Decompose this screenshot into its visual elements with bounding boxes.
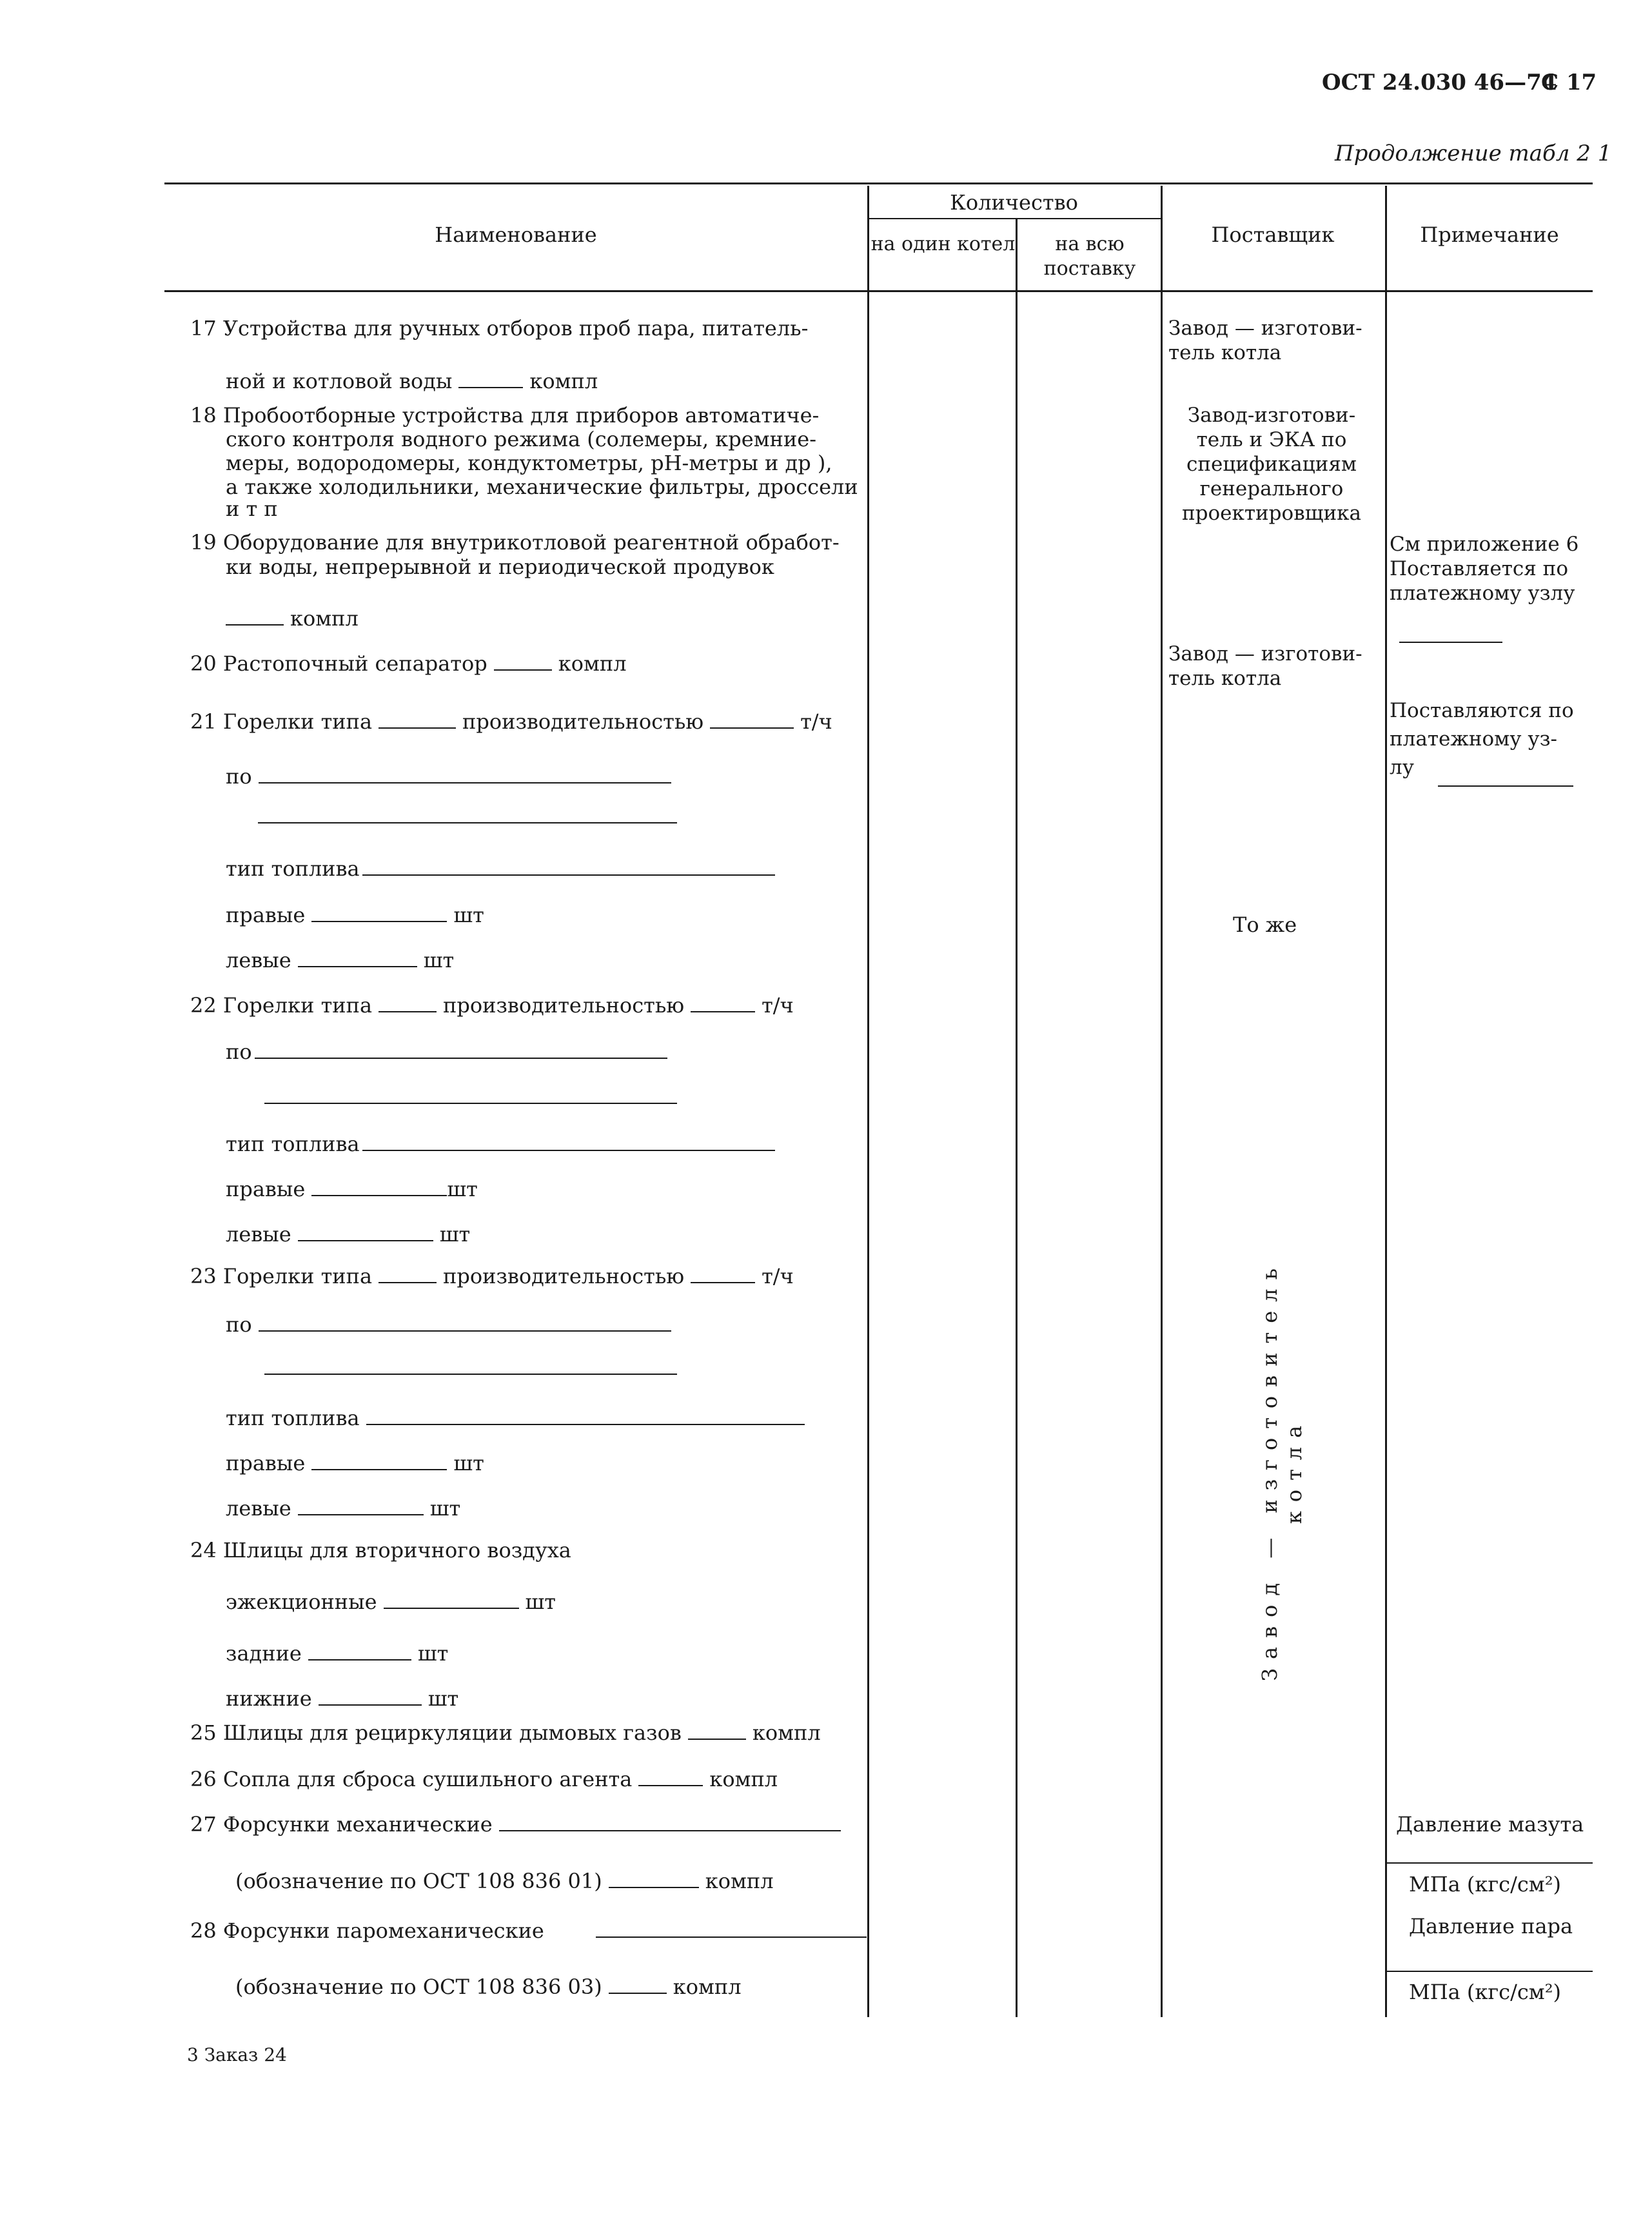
- note-27-rule: [1385, 1862, 1593, 1864]
- col-note-header: Примечание: [1420, 222, 1559, 247]
- row-18-line3: меры, водородомеры, кондуктометры, рН-метры и др ),: [226, 451, 832, 475]
- row-19-line3: компл: [226, 606, 359, 631]
- note-28-a: Давление пара: [1409, 1914, 1573, 1938]
- row-21-left: левые шт: [226, 948, 455, 972]
- col-name-header: Наименование: [435, 222, 597, 247]
- row-17-line1: 17 Устройства для ручных отборов проб пара, питатель-: [190, 316, 809, 340]
- row-27-designation: (обозначение по ОСТ 108 836 01) компл: [235, 1869, 774, 1893]
- row-22: 22 Горелки типа производительностью т/ч: [190, 993, 794, 1018]
- note-27-a: Давление мазута: [1396, 1812, 1584, 1837]
- row-23-fuel: тип топлива: [226, 1406, 811, 1430]
- row-17-line2: ной и котловой воды компл: [226, 369, 598, 393]
- row-23-right: правые шт: [226, 1451, 484, 1475]
- row-21-right: правые шт: [226, 903, 484, 927]
- supplier-vertical: Завод — изготовитель котла: [1257, 1259, 1306, 1681]
- supplier-20: Завод — изготови- тель котла: [1168, 642, 1362, 690]
- row-23: 23 Горелки типа производительностью т/ч: [190, 1264, 794, 1288]
- row-22-right: правые шт: [226, 1177, 478, 1201]
- row-26: 26 Сопла для сброса сушильного агента компл: [190, 1767, 778, 1791]
- footer-order: 3 Заказ 24: [187, 2044, 287, 2065]
- row-18-line5: и т п: [226, 497, 278, 521]
- row-22-left: левые шт: [226, 1222, 471, 1247]
- note-27-b: МПа (кгс/см²): [1409, 1872, 1561, 1897]
- row-21: 21 Горелки типа производительностью т/ч: [190, 709, 832, 734]
- row-23-blank-line: [264, 1374, 677, 1375]
- note-19: См приложение 6 Поставляется по платежному узлу: [1390, 533, 1579, 605]
- col-quantity-header: Количество: [950, 190, 1078, 215]
- supplier-17: Завод — изготови- тель котла: [1168, 317, 1362, 364]
- supplier-18: Завод-изготови- тель и ЭКА по спецификациям генерального проектировщика: [1181, 404, 1361, 525]
- note-19-rule: [1399, 642, 1502, 643]
- row-25: 25 Шлицы для рециркуляции дымовых газов компл: [190, 1720, 821, 1745]
- row-21-po: по: [226, 764, 678, 789]
- page-number: С 17: [1541, 70, 1597, 95]
- row-24-bottom: нижние шт: [226, 1686, 459, 1711]
- row-21-fuel: тип топлива: [226, 856, 782, 881]
- column-divider-note: [1385, 186, 1387, 2017]
- row-27: 27 Форсунки механические: [190, 1812, 847, 1837]
- row-19-line1: 19 Оборудование для внутрикотловой реагентной обработ-: [190, 530, 840, 555]
- row-24: 24 Шлицы для вторичного воздуха: [190, 1538, 571, 1562]
- note-28-rule: [1385, 1971, 1593, 1972]
- row-28: 28 Форсунки паромеханические: [190, 1918, 873, 1943]
- row-24-ejection: эжекционные шт: [226, 1590, 556, 1614]
- row-21-blank-line: [258, 822, 677, 823]
- table-top-rule: [164, 182, 1593, 184]
- row-23-left: левые шт: [226, 1496, 461, 1521]
- column-divider-supplier: [1161, 186, 1163, 2017]
- row-18-line2: ского контроля водного режима (солемеры, кремниe-: [226, 427, 817, 451]
- supplier-21: То же: [1233, 912, 1297, 937]
- table-header-bottom-rule: [164, 290, 1593, 292]
- continuation-label: Продолжение табл 2 1: [1335, 141, 1612, 166]
- row-23-po: по: [226, 1312, 678, 1337]
- row-24-rear: задние шт: [226, 1641, 449, 1666]
- row-19-line2: ки воды, непрерывной и периодической продувок: [226, 555, 774, 579]
- quantity-subheader-rule: [867, 218, 1161, 219]
- row-22-blank-line: [264, 1103, 677, 1104]
- column-divider-qty1: [867, 186, 869, 2017]
- col-supplier-header: Поставщик: [1211, 222, 1335, 247]
- note-28-b: МПа (кгс/см²): [1409, 1980, 1561, 2004]
- note-21-rule: [1438, 785, 1573, 787]
- row-28-designation: (обозначение по ОСТ 108 836 03) компл: [235, 1975, 742, 1999]
- row-20: 20 Растопочный сепаратор компл: [190, 651, 627, 676]
- row-18-line1: 18 Пробоотборные устройства для приборов автоматиче-: [190, 403, 820, 428]
- row-22-fuel: тип топлива: [226, 1132, 782, 1156]
- column-divider-qty2: [1016, 219, 1018, 2017]
- col-per-delivery-header: на всю поставку: [1043, 233, 1136, 280]
- document-code: ОСТ 24.030 46—74: [1322, 70, 1557, 95]
- row-18-line4: а также холодильники, механические фильтры, дроссели: [226, 475, 858, 499]
- row-22-po: по: [226, 1040, 674, 1064]
- note-21: Поставляются по платежному уз- лу: [1390, 699, 1574, 779]
- col-per-boiler-header: на один котел: [870, 233, 1016, 255]
